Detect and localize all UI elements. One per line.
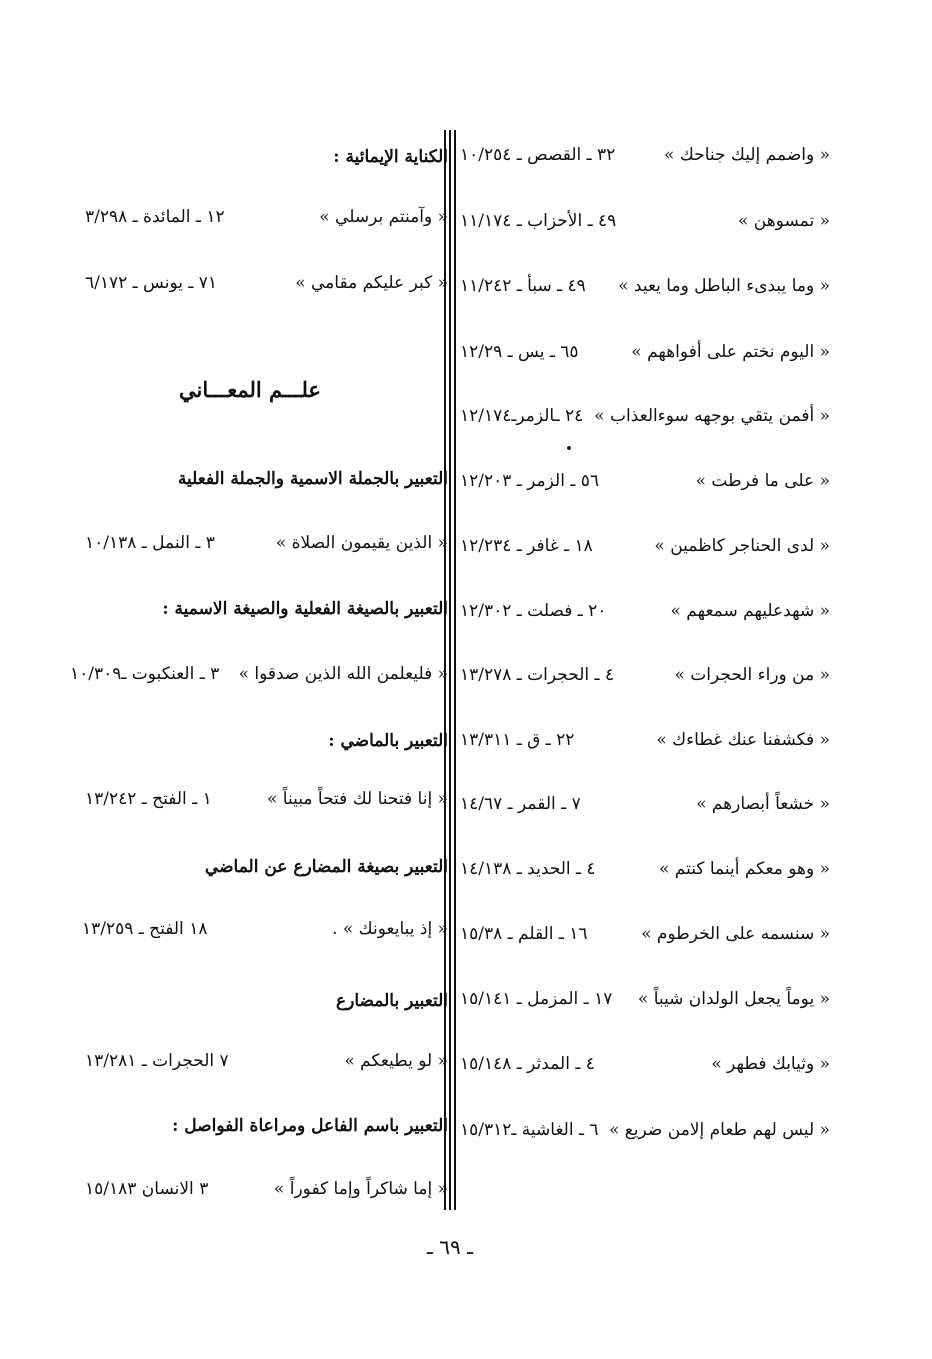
section-heading: الكناية الإيمائية : — [333, 147, 448, 167]
list-item: « أفمن يتقي بوجهه سوءالعذاب » ٢٤ ـالزمرـ١٢/١٧٤ — [460, 406, 830, 426]
list-item: « لدى الحناجر كاظمين » ١٨ ـ غافر ـ ١٢/٢٣٤ — [460, 536, 830, 556]
section-heading: التعبير بصيغة المضارع عن الماضي — [204, 857, 448, 877]
column-divider — [449, 130, 451, 1210]
section-heading: التعبير باسم الفاعل ومراعاة الفواصل : — [172, 1116, 448, 1136]
list-item: « وما يبدىء الباطل وما يعيد » ٤٩ ـ سبأ ـ ١١/٢٤٢ — [460, 276, 830, 296]
list-item: « الذين يقيمون الصلاة » ٣ ـ النمل ـ ١٠/١٣٨ — [85, 533, 448, 553]
section-heading: التعبير بالماضي : — [328, 731, 448, 751]
list-item: « تمسوهن » ٤٩ ـ الأحزاب ـ ١١/١٧٤ — [460, 211, 830, 231]
list-item: « وثيابك فطهر » ٤ ـ المدثر ـ ١٥/١٤٨ — [460, 1054, 830, 1074]
list-item: « إما شاكراً وإما كفوراً » ٣ الانسان ١٥/١٨٣ — [85, 1179, 448, 1199]
ink-dot — [567, 446, 571, 450]
list-item: « على ما فرطت » ٥٦ ـ الزمر ـ ١٢/٢٠٣ — [460, 471, 830, 491]
list-item: « لو يطيعكم » ٧ الحجرات ـ ١٣/٢٨١ — [85, 1051, 448, 1071]
list-item: « من وراء الحجرات » ٤ ـ الحجرات ـ ١٣/٢٧٨ — [460, 665, 830, 685]
list-item: « اليوم نختم على أفواههم » ٦٥ ـ يس ـ ١٢/٢٩ — [460, 342, 830, 362]
section-title: علـــم المعـــاني — [179, 377, 321, 402]
list-item: « خشعاً أبصارهم » ٧ ـ القمر ـ ١٤/٦٧ — [460, 794, 830, 814]
list-item: « واضمم إليك جناحك » ٣٢ ـ القصص ـ ١٠/٢٥٤ — [460, 145, 830, 165]
list-item: « فكشفنا عنك غطاءك » ٢٢ ـ ق ـ ١٣/٣١١ — [460, 730, 830, 750]
list-item: « إذ يبايعونك » . ١٨ الفتح ـ ١٣/٢٥٩ — [82, 919, 448, 939]
column-divider — [454, 130, 456, 1210]
section-heading: التعبير بالصيغة الفعلية والصيغة الاسمية : — [162, 599, 448, 619]
list-item: « سنسمه على الخرطوم » ١٦ ـ القلم ـ ١٥/٣٨ — [460, 924, 830, 944]
section-heading: التعبير بالجملة الاسمية والجملة الفعلية — [177, 469, 448, 489]
list-item: « ليس لهم طعام إلامن ضريع » ٦ ـ الغاشية ـ١٥/٣١٢ — [460, 1120, 830, 1140]
list-item: « يوماً يجعل الولدان شيباً » ١٧ ـ المزمل ـ ١٥/١٤١ — [460, 989, 830, 1009]
list-item: « شهدعليهم سمعهم » ٢٠ ـ فصلت ـ ١٢/٣٠٢ — [460, 601, 830, 621]
list-item: « وهو معكم أينما كنتم » ٤ ـ الحديد ـ ١٤/١٣٨ — [460, 859, 830, 879]
list-item: « وآمنتم برسلي » ١٢ ـ المائدة ـ ٣/٢٩٨ — [85, 207, 448, 227]
page-number: ـ ٦٩ ـ — [427, 1235, 473, 1259]
list-item: « كبر عليكم مقامي » ٧١ ـ يونس ـ ٦/١٧٢ — [85, 273, 448, 293]
list-item: « فليعلمن الله الذين صدقوا » ٣ ـ العنكبوت ـ١٠/٣٠٩ — [70, 664, 448, 684]
list-item: « إنا فتحنا لك فتحاً مبيناً » ١ ـ الفتح ـ ١٣/٢٤٢ — [85, 789, 448, 809]
section-heading: التعبير بالمضارع — [336, 991, 448, 1011]
